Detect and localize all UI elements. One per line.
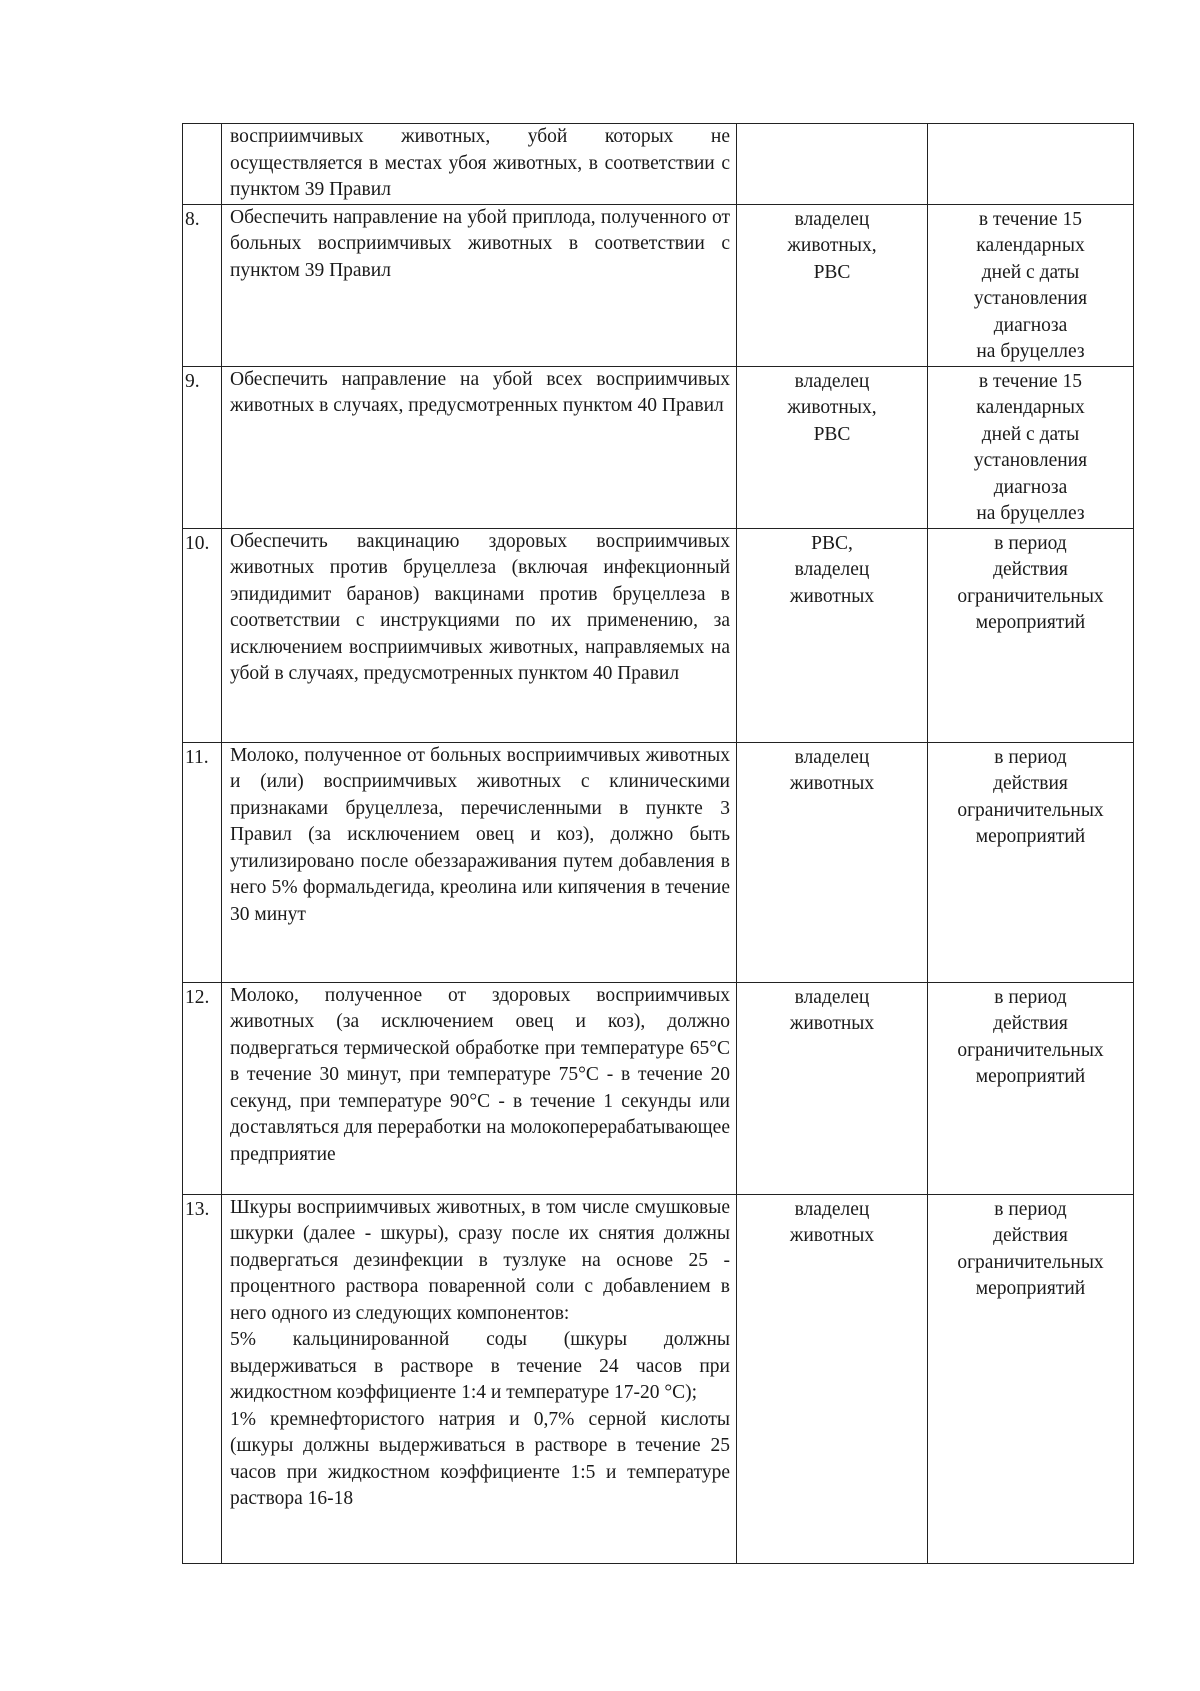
responsible: владелец животных, РВС [737,366,928,528]
responsible: владелец животных [737,742,928,982]
deadline: в течение 15 календарных дней с даты установления диагноза на бруцеллез [928,204,1134,366]
table-row [183,982,1134,1194]
measures-table [182,123,1134,1564]
measure-text: Молоко, полученное от больных восприимчивых животных и (или) восприимчивых животных с клиническими признаками бруцеллеза, перечисленными в пункте 3 Правил (за исключением овец и коз), должно быть утилизировано после обеззараживания путем добавления в него 5% формальдегида, креолина или кипячения в течение 30 минут [222,742,737,982]
row-number [183,124,222,205]
measure-text: Обеспечить вакцинацию здоровых восприимчивых животных против бруцеллеза (включая инфекционный эпидидимит баранов) вакцинами против бруцеллеза в соответствии с инструкциями по их применению, за исключением восприимчивых животных, направляемых на убой в случаях, предусмотренных пунктом 40 Правил [222,528,737,742]
row-number: 13. [183,1194,222,1563]
responsible: владелец животных [737,982,928,1194]
responsible: владелец животных, РВС [737,204,928,366]
measure-text: Обеспечить направление на убой приплода, полученного от больных восприимчивых животных в соответствии с пунктом 39 Правил [222,204,737,366]
responsible [737,124,928,205]
measure-text: восприимчивых животных, убой которых не осуществляется в местах убоя животных, в соответствии с пунктом 39 Правил [222,124,737,205]
deadline: в период действия ограничительных мероприятий [928,982,1134,1194]
table-row [183,528,1134,742]
measure-text: Обеспечить направление на убой всех восприимчивых животных в случаях, предусмотренных пунктом 40 Правил [222,366,737,528]
deadline: в период действия ограничительных мероприятий [928,1194,1134,1563]
row-number: 10. [183,528,222,742]
table-row [183,124,1134,205]
responsible: владелец животных [737,1194,928,1563]
row-number: 12. [183,982,222,1194]
row-number: 11. [183,742,222,982]
table-row [183,742,1134,982]
deadline: в течение 15 календарных дней с даты установления диагноза на бруцеллез [928,366,1134,528]
measure-text: Молоко, полученное от здоровых восприимчивых животных (за исключением овец и коз), должно подвергаться термической обработке при температуре 65°С в течение 30 минут, при температуре 75°С - в течение 20 секунд, при температуре 90°С - в течение 1 секунды или доставляться для переработки на молокоперерабатывающее предприятие [222,982,737,1194]
row-number: 9. [183,366,222,528]
row-number: 8. [183,204,222,366]
table-row [183,204,1134,366]
deadline: в период действия ограничительных мероприятий [928,528,1134,742]
table-row [183,366,1134,528]
responsible: РВС, владелец животных [737,528,928,742]
deadline [928,124,1134,205]
table-row [183,1194,1134,1563]
deadline: в период действия ограничительных мероприятий [928,742,1134,982]
measure-text: Шкуры восприимчивых животных, в том числе смушковые шкурки (далее - шкуры), сразу после их снятия должны подвергаться дезинфекции в тузлуке на основе 25 - процентного раствора поваренной соли с добавлением в него одного из следующих компонентов: 5% кальцинированной соды (шкуры должны выдерживаться в растворе в течение 24 часов при жидкостном коэффициенте 1:4 и температуре 17-20 °С); 1% кремнефтористого натрия и 0,7% серной кислоты (шкуры должны выдерживаться в растворе в течение 25 часов при жидкостном коэффициенте 1:5 и температуре раствора 16-18 [222,1194,737,1563]
